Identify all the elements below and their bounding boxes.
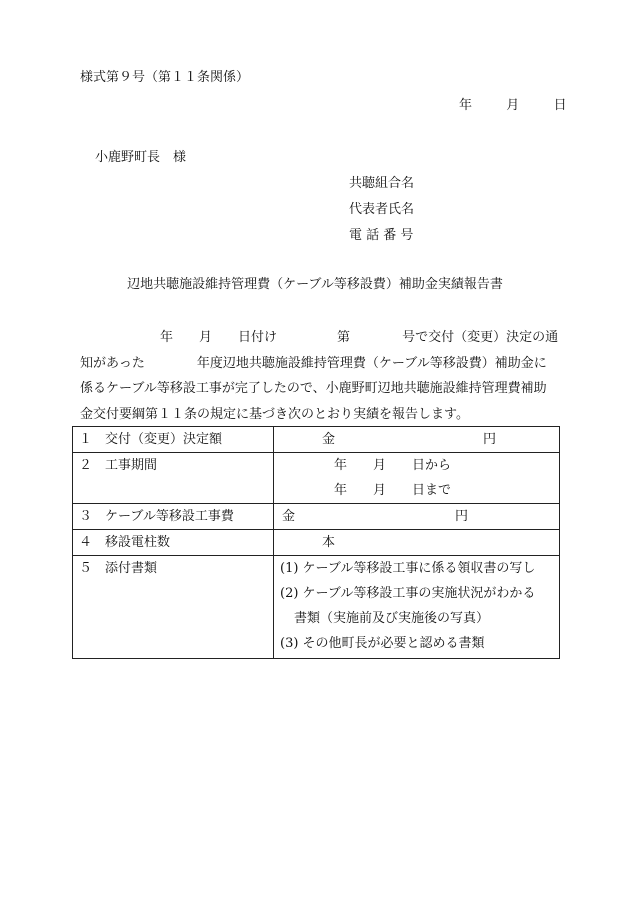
- pole-count-value: [274, 530, 559, 555]
- construction-period-label: ２ 工事期間: [79, 458, 158, 473]
- document-title: 辺地共聴施設維持管理費（ケーブル等移設費）補助金実績報告書: [127, 277, 503, 292]
- body-date-suffix: 日付け: [238, 330, 278, 345]
- table-row: [73, 556, 560, 659]
- period-from-year: 年: [334, 458, 348, 473]
- body-year: 年: [160, 330, 174, 345]
- body-number-suffix: 号で交付（変更）決定の通: [402, 330, 559, 345]
- pole-count-label: ４ 移設電柱数: [79, 535, 171, 550]
- attachments-label: ５ 添付書類: [79, 561, 158, 576]
- attachment-item-3: (3) その他町長が必要と認める書類: [280, 636, 485, 651]
- body-month: 月: [199, 330, 213, 345]
- decision-amount-value: [274, 427, 559, 452]
- period-from-month: 月: [373, 458, 387, 473]
- construction-cost-prefix: 金: [282, 509, 296, 524]
- decision-amount-label: １ 交付（変更）決定額: [79, 432, 223, 447]
- attachment-item-2-cont: 書類（実施前及び実施後の写真）: [294, 611, 490, 626]
- table-row: [73, 427, 560, 453]
- date-month: 月: [506, 98, 520, 113]
- construction-cost-value: [274, 504, 559, 529]
- decision-amount-suffix: 円: [483, 432, 497, 447]
- report-table: [72, 426, 560, 659]
- body-notice: 知があった: [80, 355, 145, 371]
- pole-count-unit: 本: [322, 535, 336, 550]
- body-line-3: 係るケーブル等移設工事が完了したので、小鹿野町辺地共聴施設維持管理費補助: [80, 381, 547, 396]
- addressee: 小鹿野町長 様: [95, 150, 187, 165]
- period-from-day: 日から: [412, 458, 452, 473]
- phone-label: 電 話 番 号: [349, 228, 414, 243]
- period-to-month: 月: [373, 483, 387, 498]
- period-to-year: 年: [334, 483, 348, 498]
- body-line-1: [80, 325, 560, 351]
- form-number: 様式第９号（第１１条関係）: [80, 70, 250, 85]
- construction-cost-label: ３ ケーブル等移設工事費: [79, 509, 234, 524]
- attachment-item-1: (1) ケーブル等移設工事に係る領収書の写し: [280, 561, 536, 576]
- body-number-prefix: 第: [337, 330, 351, 345]
- report-body: [80, 325, 560, 427]
- period-to: [274, 478, 559, 503]
- period-to-day: 日まで: [412, 483, 452, 498]
- construction-cost-suffix: 円: [455, 509, 469, 524]
- attachment-item-2: (2) ケーブル等移設工事の実施状況がわかる: [280, 586, 536, 601]
- representative-label: 代表者氏名: [349, 202, 415, 217]
- report-date: [459, 94, 567, 113]
- table-row: [73, 504, 560, 530]
- table-row: [73, 530, 560, 556]
- date-day: 日: [553, 98, 567, 113]
- body-line-2: [80, 351, 560, 377]
- table-row: [73, 453, 560, 504]
- decision-amount-prefix: 金: [322, 432, 336, 447]
- date-year: 年: [459, 98, 473, 113]
- period-from: [274, 453, 559, 478]
- body-line-4: 金交付要綱第１１条の規定に基づき次のとおり実績を報告します。: [80, 406, 469, 422]
- body-fiscal-year: 年度辺地共聴施設維持管理費（ケーブル等移設費）補助金に: [196, 355, 547, 371]
- union-name-label: 共聴組合名: [349, 176, 415, 191]
